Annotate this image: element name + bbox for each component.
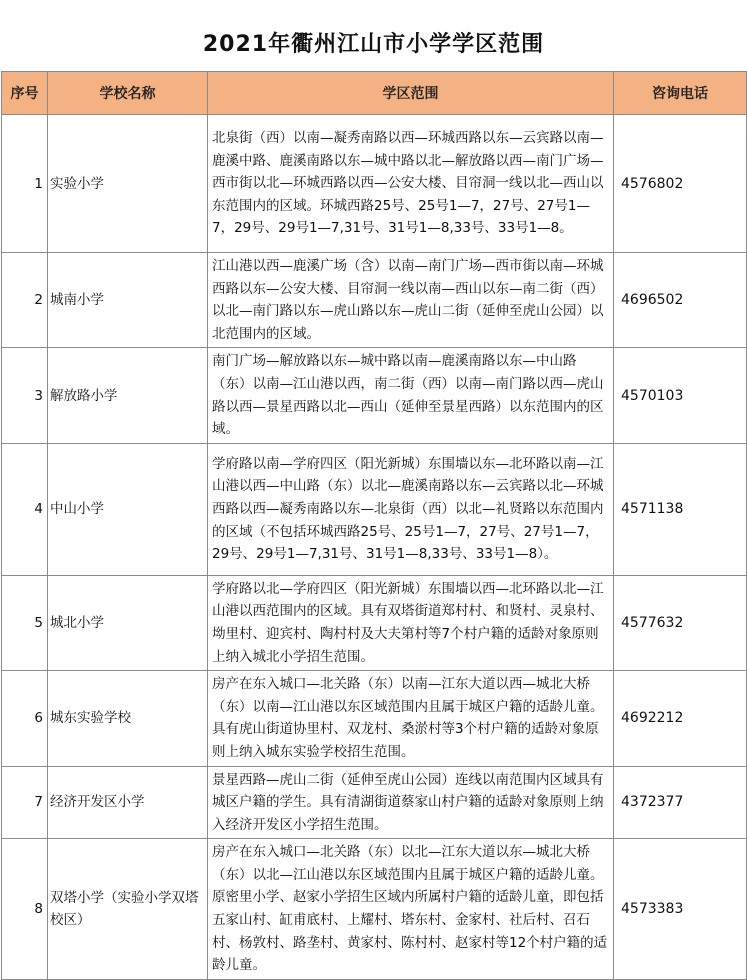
row-school: 经济开发区小学 [48, 766, 208, 839]
table-row [2, 575, 747, 670]
row-phone: 4576802 [614, 115, 747, 253]
row-phone: 4372377 [614, 766, 747, 839]
table-row [2, 766, 747, 839]
row-no: 6 [2, 671, 48, 766]
row-area: 南门广场—解放路以东—城中路以南—鹿溪南路以东—中山路（东）以南—江山港以西，南二街（西）以南—南门路以西—虎山路以西—景星西路以北—西山（延伸至景星西路）以东范围内的区域。 [208, 348, 614, 443]
table-row [2, 443, 747, 575]
header-no: 序号 [2, 72, 48, 115]
row-area: 景星西路—虎山二街（延伸至虎山公园）连线以南范围内区域具有城区户籍的学生。具有清湖街道蔡家山村户籍的适龄对象原则上纳入经济开发区小学招生范围。 [208, 766, 614, 839]
school-district-table [1, 71, 747, 980]
row-school: 双塔小学（实验小学双塔校区） [48, 839, 208, 980]
row-no: 4 [2, 443, 48, 575]
row-phone: 4570103 [614, 348, 747, 443]
table-row [2, 115, 747, 253]
table-header-row [2, 72, 747, 115]
row-area: 北泉街（西）以南—凝秀南路以西—环城西路以东—云宾路以南—鹿溪中路、鹿溪南路以东—城中路以北—解放路以西—南门广场—西市街以北—环城西路以西—公安大楼、目帘洞一线以北—西山以东范围内的区域。环城西路25号、25号1—7，27号、27号1—7，29号、29号1—7,31号、31号1—8,33号、33号1—8。 [208, 115, 614, 253]
row-school: 中山小学 [48, 443, 208, 575]
row-school: 城北小学 [48, 575, 208, 670]
header-school: 学校名称 [48, 72, 208, 115]
page-title: 2021年衢州江山市小学学区范围 [202, 32, 545, 57]
row-school: 解放路小学 [48, 348, 208, 443]
table-row [2, 671, 747, 766]
row-no: 8 [2, 839, 48, 980]
row-no: 5 [2, 575, 48, 670]
row-school: 实验小学 [48, 115, 208, 253]
header-area: 学区范围 [208, 72, 614, 115]
row-no: 3 [2, 348, 48, 443]
row-phone: 4692212 [614, 671, 747, 766]
row-no: 1 [2, 115, 48, 253]
row-no: 2 [2, 253, 48, 348]
row-area: 江山港以西—鹿溪广场（含）以南—南门广场—西市街以南—环城西路以东—公安大楼、目帘洞一线以南—西山以东—南二街（西）以北—南门路以东—虎山路以东—虎山二街（延伸至虎山公园）以北范围内的区域。 [208, 253, 614, 348]
row-phone: 4571138 [614, 443, 747, 575]
table-row [2, 253, 747, 348]
row-school: 城南小学 [48, 253, 208, 348]
row-phone: 4577632 [614, 575, 747, 670]
row-no: 7 [2, 766, 48, 839]
row-area: 房产在东入城口—北关路（东）以南—江东大道以西—城北大桥（东）以南—江山港以东区域范围内且属于城区户籍的适龄儿童。具有虎山街道协里村、双龙村、桑淤村等3个村户籍的适龄对象原则上纳入城东实验学校招生范围。 [208, 671, 614, 766]
row-area: 学府路以南—学府四区（阳光新城）东围墙以东—北环路以南—江山港以西—中山路（东）以北—鹿溪南路以东—云宾路以北—环城西路以西—凝秀南路以东—北泉街（西）以北—礼贤路以东范围内的区域（不包括环城西路25号、25号1—7，27号、27号1—7，29号、29号1—7,31号、31号1—8,33号、33号1—8）。 [208, 443, 614, 575]
row-phone: 4573383 [614, 839, 747, 980]
table-row [2, 839, 747, 980]
table-row [2, 348, 747, 443]
row-area: 房产在东入城口—北关路（东）以北—江东大道以东—城北大桥（东）以北—江山港以东区域范围内且属于城区户籍的适龄儿童。原密里小学、赵家小学招生区域内所属村户籍的适龄儿童，即包括五家山村、缸甫底村、上耀村、塔东村、金家村、社后村、召石村、杨敦村、路垄村、黄家村、陈村村、赵家村等12个村户籍的适龄儿童。 [208, 839, 614, 980]
row-school: 城东实验学校 [48, 671, 208, 766]
row-phone: 4696502 [614, 253, 747, 348]
row-area: 学府路以北—学府四区（阳光新城）东围墙以西—北环路以北—江山港以西范围内的区域。具有双塔街道郑村村、和贤村、灵泉村、坳里村、迎宾村、陶村村及大夫第村等7个村户籍的适龄对象原则上纳入城北小学招生范围。 [208, 575, 614, 670]
header-phone: 咨询电话 [614, 72, 747, 115]
